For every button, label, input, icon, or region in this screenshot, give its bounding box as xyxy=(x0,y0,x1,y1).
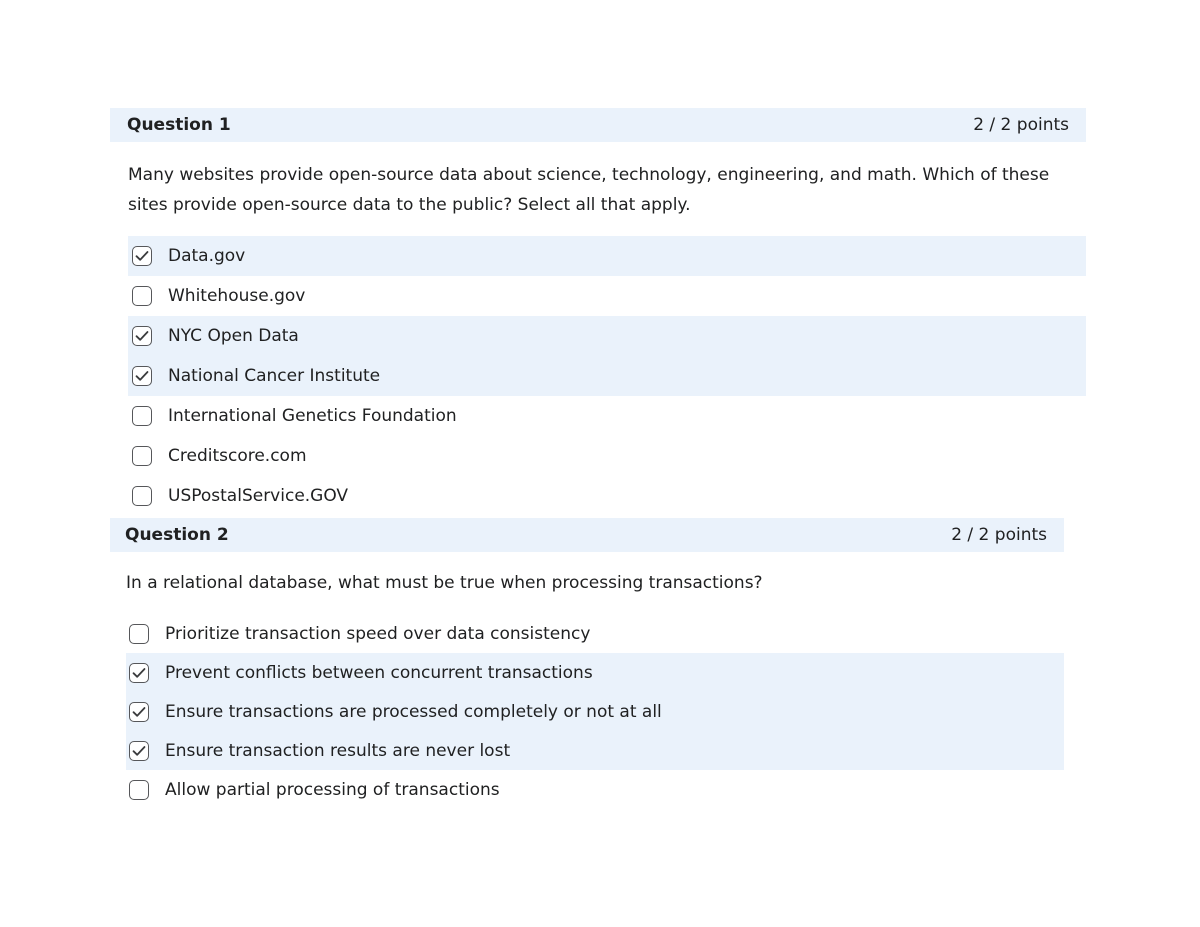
answer-option-label: International Genetics Foundation xyxy=(168,406,457,426)
checkbox-checked[interactable] xyxy=(129,741,149,761)
checkbox-checked[interactable] xyxy=(129,663,149,683)
answer-option[interactable] xyxy=(126,770,1064,809)
answer-option[interactable] xyxy=(128,476,1086,516)
checkbox-unchecked[interactable] xyxy=(129,624,149,644)
checkbox-unchecked[interactable] xyxy=(132,486,152,506)
question-title: Question 2 xyxy=(125,525,229,545)
answer-option-label: National Cancer Institute xyxy=(168,366,381,386)
question-points: 2 / 2 points xyxy=(973,115,1069,135)
answer-option-label: NYC Open Data xyxy=(168,326,299,346)
question-2-header xyxy=(110,518,1064,552)
answer-option[interactable] xyxy=(126,692,1064,731)
answer-option[interactable] xyxy=(126,731,1064,770)
checkbox-unchecked[interactable] xyxy=(132,286,152,306)
checkmark-icon xyxy=(132,706,146,718)
checkbox-unchecked[interactable] xyxy=(129,780,149,800)
answer-option-label: Prioritize transaction speed over data consistency xyxy=(165,623,591,644)
answer-option-label: Ensure transaction results are never lost xyxy=(165,740,511,761)
checkmark-icon xyxy=(132,667,146,679)
checkbox-checked[interactable] xyxy=(132,246,152,266)
checkbox-checked[interactable] xyxy=(132,366,152,386)
answer-option-label: Creditscore.com xyxy=(168,446,307,466)
question-1-text: Many websites provide open-source data about science, technology, engineering, and math. Which of these sites provide open-source data to the public? Select all that apply. xyxy=(128,165,1050,215)
checkbox-unchecked[interactable] xyxy=(132,406,152,426)
question-1-header xyxy=(110,108,1086,142)
answer-option[interactable] xyxy=(128,356,1086,396)
answer-option[interactable] xyxy=(128,276,1086,316)
checkbox-checked[interactable] xyxy=(132,326,152,346)
checkbox-unchecked[interactable] xyxy=(132,446,152,466)
answer-option[interactable] xyxy=(128,316,1086,356)
question-title: Question 1 xyxy=(127,115,231,135)
answer-option-label: Prevent conflicts between concurrent transactions xyxy=(165,662,593,683)
checkmark-icon xyxy=(132,745,146,757)
answer-option-label: Data.gov xyxy=(168,246,246,266)
answer-option[interactable] xyxy=(126,614,1064,653)
answer-option[interactable] xyxy=(128,436,1086,476)
answer-option[interactable] xyxy=(126,653,1064,692)
question-points: 2 / 2 points xyxy=(951,525,1047,545)
answer-option-label: Allow partial processing of transactions xyxy=(165,779,500,800)
checkmark-icon xyxy=(135,330,149,342)
checkmark-icon xyxy=(135,370,149,382)
question-2-text: In a relational database, what must be true when processing transactions? xyxy=(126,573,763,593)
checkmark-icon xyxy=(135,250,149,262)
answer-option-label: USPostalService.GOV xyxy=(168,486,349,506)
answer-option[interactable] xyxy=(128,236,1086,276)
answer-option-label: Whitehouse.gov xyxy=(168,286,306,306)
answer-option-label: Ensure transactions are processed completely or not at all xyxy=(165,701,662,722)
checkbox-checked[interactable] xyxy=(129,702,149,722)
answer-option[interactable] xyxy=(128,396,1086,436)
